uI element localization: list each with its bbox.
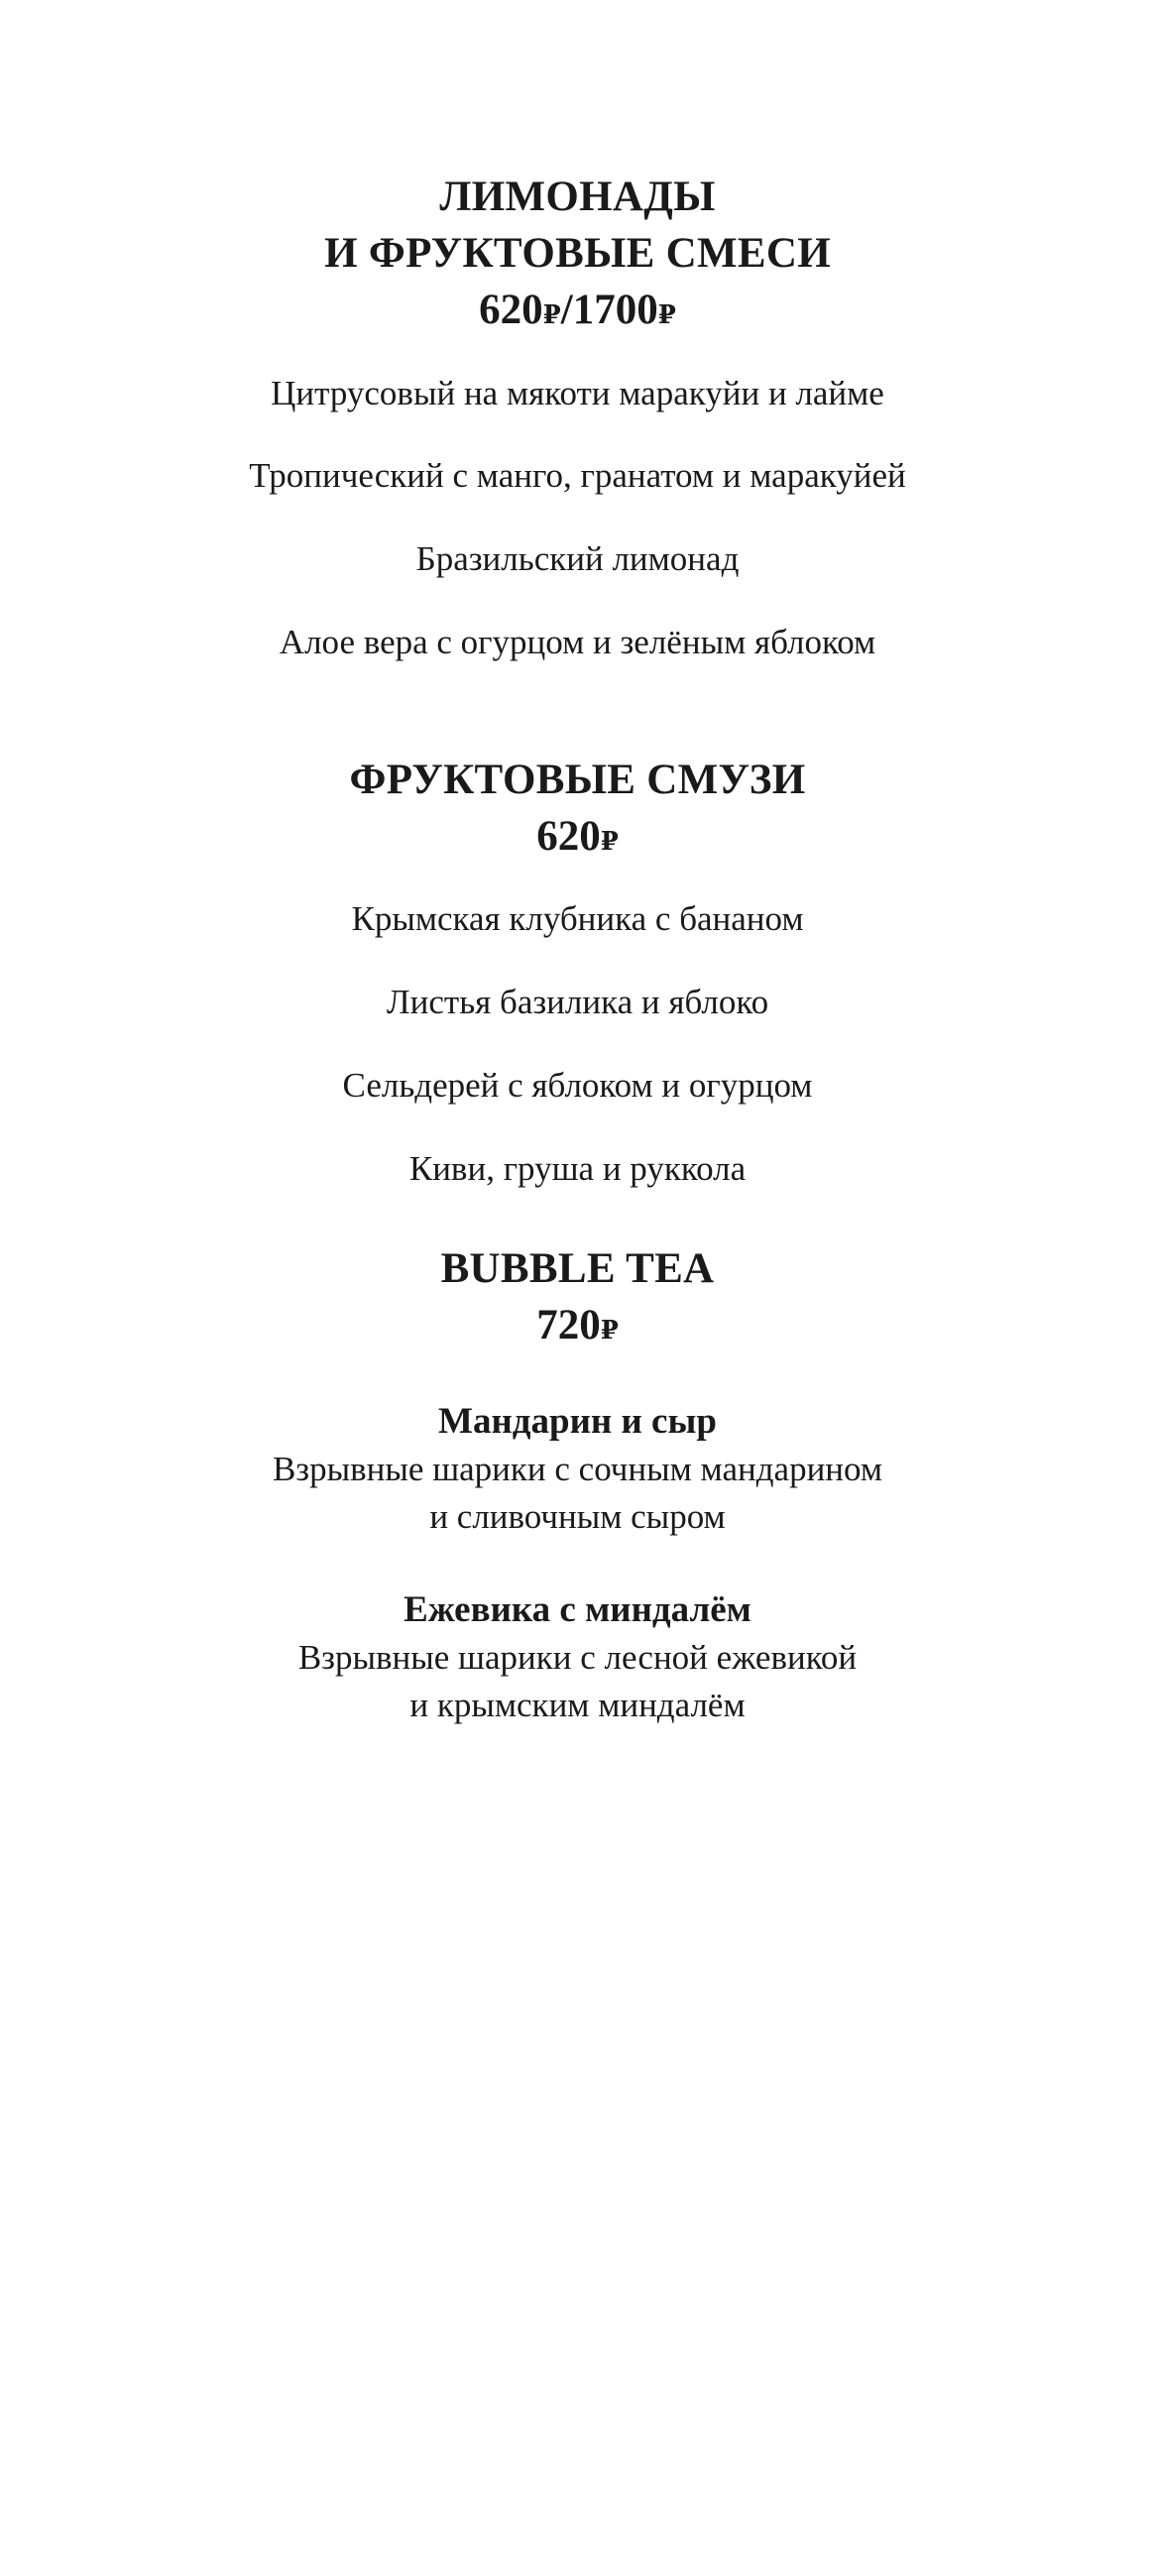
currency-symbol: ₽ [600, 827, 619, 856]
bubble-item-desc: и крымским миндалём [409, 1686, 746, 1724]
bubble-tea-price-value: 720 [536, 1302, 601, 1348]
bubble-item-desc: Взрывные шарики с лесной ежевикой [297, 1638, 858, 1677]
list-item: Киви, груша и руккола [408, 1149, 747, 1188]
bubble-tea-price [0, 1297, 1155, 1358]
bubble-tea-section [0, 1240, 1155, 1358]
smoothies-price-value: 620 [536, 813, 601, 860]
bubble-tea-item-mandarin [0, 1398, 1155, 1541]
list-item: Цитрусовый на мякоти маракуйи и лайме [271, 374, 884, 412]
bubble-tea-item-blackberry [0, 1586, 1155, 1729]
lemonades-price-large: 1700 [572, 287, 658, 333]
smoothies-section [0, 752, 1155, 870]
smoothies-price [0, 808, 1155, 870]
bubble-item-title: Ежевика с миндалём [404, 1589, 751, 1630]
bubble-tea-heading: BUBBLE TEA [440, 1245, 715, 1292]
list-item: Листья базилика и яблоко [386, 983, 769, 1021]
currency-symbol: ₽ [542, 300, 561, 329]
lemonades-price-separator: / [560, 287, 573, 333]
lemonades-price-small: 620 [479, 287, 543, 333]
smoothies-heading: ФРУКТОВЫЕ СМУЗИ [349, 757, 806, 803]
lemonades-heading-line1: ЛИМОНАДЫ [439, 174, 716, 220]
lemonades-heading-line2: И ФРУКТОВЫЕ СМЕСИ [324, 230, 831, 277]
list-item: Тропический с манго, гранатом и маракуйей [249, 456, 906, 495]
bubble-item-title: Мандарин и сыр [438, 1401, 717, 1442]
list-item: Алое вера с огурцом и зелёным яблоком [279, 623, 876, 661]
list-item: Бразильский лимонад [415, 539, 740, 578]
currency-symbol: ₽ [600, 1316, 619, 1345]
lemonades-section [0, 169, 1155, 343]
list-item: Крымская клубника с бананом [351, 899, 804, 938]
bubble-item-desc: Взрывные шарики с сочным мандарином [272, 1450, 883, 1488]
lemonades-price [0, 282, 1155, 343]
bubble-item-desc: и сливочным сыром [429, 1497, 726, 1536]
list-item: Сельдерей с яблоком и огурцом [342, 1066, 813, 1105]
currency-symbol: ₽ [657, 300, 676, 329]
